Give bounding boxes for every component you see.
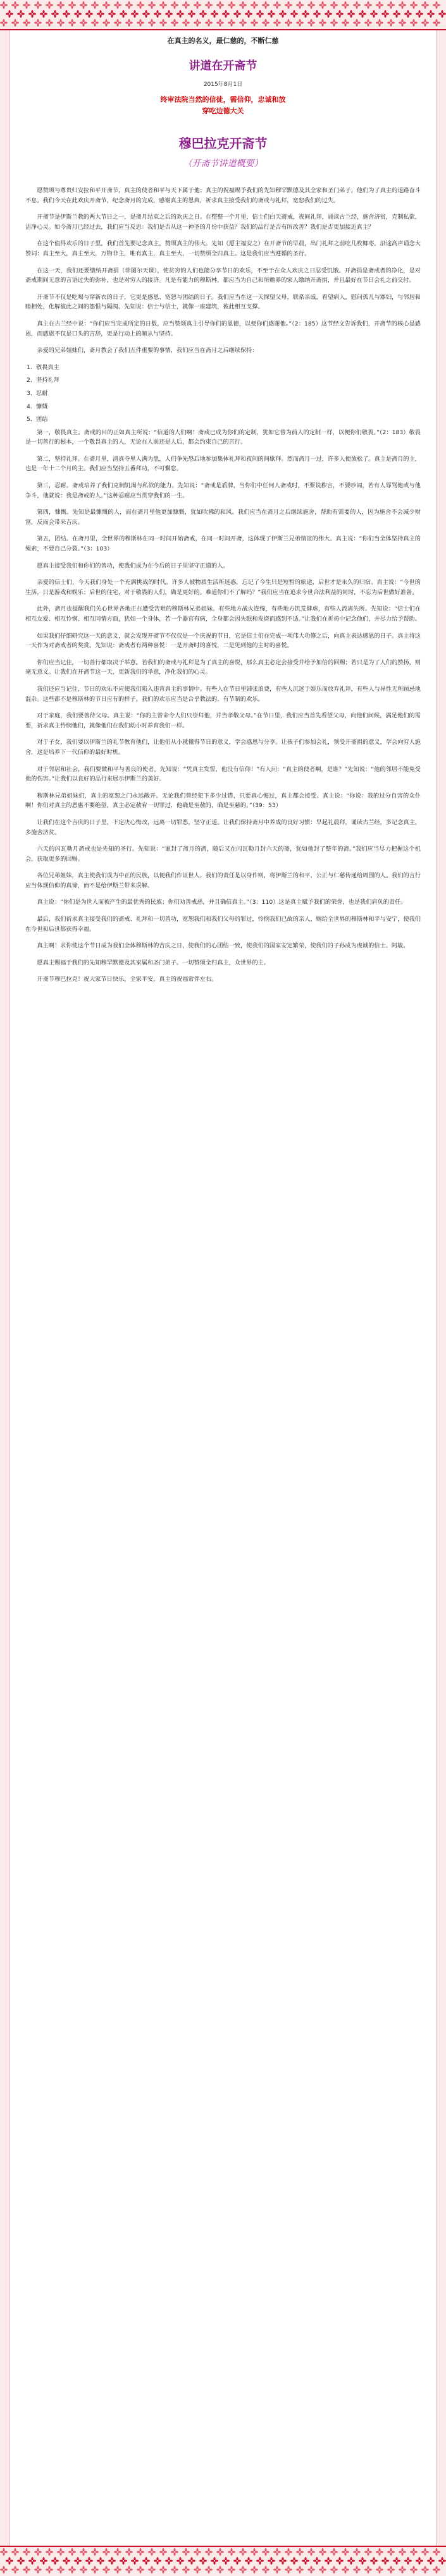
article-paragraph: 开斋节是伊斯兰教的两大节日之一，是斋月结束之后的欢庆之日。在整整一个月里，信士们白天斋戒，夜间礼拜，诵读古兰经，施舍济贫，克制私欲，洁净心灵。如今斋月已经过去，我们应当反思：我们是否从这一神圣的月份中获益？我们的品行是否有所改善？我们是否更加接近真主？ (25, 214, 421, 231)
list-item: 4．慷慨 (27, 403, 48, 410)
decorative-top-border (0, 0, 446, 30)
decorative-bottom-border (0, 2546, 446, 2576)
article-title: 穆巴拉克开斋节 (178, 136, 268, 151)
article-paragraph: 第二，坚持礼拜。在斋月里，清真寺里人满为患，人们争先恐后地参加集体礼拜和夜间的间歇拜。然而斋月一过，许多人便放松了。真主是斋月的主，也是一年十二个月的主。我们应当坚持五番拜功，不可懈怠。 (25, 455, 421, 473)
article-paragraph: 愿真主接受我们和你们的善功，使我们成为在今后的日子里坚守正道的人。 (37, 562, 229, 569)
article-paragraph: 我们还应当记住，节日的欢乐不应使我们陷入违背真主的事情中。有些人在节日里铺张浪费，有些人沉迷于娱乐而放弃礼拜，有些人与异性无所顾忌地混杂。这些都不是穆斯林的节日应有的样子。我们的欢乐应当是合乎教法的、有节制的欢乐。 (25, 685, 421, 703)
article-paragraph: 对于家庭，我们要善待父母。真主说：“你的主曾命令人们只崇拜他，并当孝敬父母。”在节日里，我们应当首先看望父母，向他们问候，满足他们的需要，祈求真主怜悯他们，就像他们在我们幼小时养育我们一样。 (25, 712, 421, 729)
article-paragraph: 在这个值得欢乐的日子里，我们首先要记念真主，赞颂真主的伟大。先知（愿主福安之）在开斋节的早晨，出门礼拜之前吃几枚椰枣，沿途高声诵念大赞词：真主至大，真主至大，万物非主，唯有真主，真主至大，一切赞颂全归真主。这是我们应当遵循的圣行。 (25, 240, 421, 257)
motto-line (25, 35, 421, 46)
list-item: 5．团结 (27, 416, 48, 423)
article-paragraph: 在这一天，我们还要缴纳开斋捐（菲图尔天课），使贫穷的人们也能分享节日的欢乐，不至于在众人欢庆之日忍受饥饿。开斋捐是斋戒者的净化，是对斋戒期间无意的言语过失的弥补，也是对穷人的接济。凡是有能力的穆斯林，都应当为自己和所赡养的家人缴纳开斋捐，并且最好在节日会礼之前交付。 (25, 267, 421, 284)
floral-border-pattern (0, 2547, 446, 2576)
article-paragraph: 各位兄弟姐妹，真主使我们成为中正的民族，以便我们作证世人。我们的责任是以身作则，将伊斯兰的和平、公正与仁慈传递给周围的人。我们的言行应当体现信仰的真谛，而不是给伊斯兰带来误解。 (25, 872, 421, 889)
article-paragraph: 第一，敬畏真主。斋戒的目的正如真主所说：“信道的人们啊！斋戒已成为你们的定制，犹如它曾为前人的定制一样，以便你们敬畏。”（2：183）敬畏是一切善行的根本，一个敬畏真主的人，无论在人前还是人后，都会约束自己的言行。 (25, 428, 421, 446)
article-paragraph: 亲爱的信士们，今天我们身处一个充满挑战的时代。许多人被物质生活所迷惑，忘记了今生只是短暂的旅途，后世才是永久的归宿。真主说：“今世的生活，只是游戏和娱乐；后世的住宅，对于敬畏的人们，确是更好的。难道你们不了解吗？”我们应当在追求今世合法利益的同时，不忘为后世做好准备。 (25, 579, 421, 596)
article-paragraph: 愿赞颂与尊贵归安拉和平开斋节，真主的使者和平与天下属于他；真主的祝福赐予我们的先知穆罕默德及其全家和圣门弟子，他们为了真主的道路奋斗不息。我们今天在此欢庆开斋节，纪念斋月的完成，感谢真主的恩典，祈求真主接受我们的斋戒与礼拜，宽恕我们的过失。 (25, 187, 421, 204)
list-item: 2．坚持礼拜 (27, 377, 59, 384)
list-item: 1．敬畏真主 (27, 363, 59, 371)
article-paragraph: 第五，团结。在斋月里，全世界的穆斯林在同一时间开始斋戒，在同一时间开斋，这体现了伊斯兰兄弟情谊的伟大。真主说：“你们当全体坚持真主的绳索，不要自己分裂。”（3：103） (25, 535, 421, 553)
motto-text: 在真主的名义，最仁慈的，不断仁慈 (167, 37, 279, 45)
article-paragraph: 对于子女，我们要以伊斯兰的礼节教育他们，让他们从小就懂得节日的意义，学会感恩与分享。让孩子们参加会礼，领受开斋捐的意义，学会向穷人施舍，这是培养下一代信仰的最好时机。 (25, 739, 421, 756)
article-paragraph: 你们应当记住，一切善行都取决于举意。若我们的斋戒与礼拜是为了真主的喜悦，那么真主必定会接受并给予加倍的回赐；若只是为了人们的赞扬，则毫无意义。让我们在开斋节这一天，更新我们的举意，净化我们的心灵。 (25, 659, 421, 676)
article-subtitle: （开斋节讲道概要） (183, 159, 263, 169)
slogan-line-2: 穿吃边德大关 (202, 107, 244, 115)
slogan-line-1: 终审法院当然的信徒，需信仰，忠诚和放 (160, 95, 286, 104)
page-content (25, 32, 421, 2541)
article-paragraph: 愿真主赐福于我们的先知穆罕默德及其家属和圣门弟子。一切赞颂全归真主，众世界的主。 (37, 959, 269, 966)
article-paragraph: 第三，忍耐。斋戒培养了我们克制饥渴与私欲的能力。先知说：“斋戒是盾牌，当你们中任何人斋戒时，不要说秽言，不要吵闹，若有人辱骂他或与他争斗，他就说：我是斋戒的人。”这种忍耐应当贯穿我们的一生。 (25, 482, 421, 499)
article-paragraph: 开斋节不仅是吃喝与穿新衣的日子，它更是感恩、宽恕与团结的日子。我们应当在这一天探望父母，联系亲戚，看望病人，慰问孤儿与寡妇，与邻居和睦相处，化解彼此之间的怨恨与隔阂。先知说：信士与信士，就像一座建筑，彼此相互支撑。 (25, 293, 421, 311)
article-paragraph: 亲爱的兄弟姐妹们，斋月教会了我们五件重要的事情，我们应当在斋月之后继续保持： (37, 347, 258, 355)
article-paragraph: 如果我们仔细研究这一天的意义，就会发现开斋节不仅仅是一个庆祝的节日，它是信士们在完成一项伟大功修之后，向真主表达感恩的日子。真主将这一天作为对斋戒者的奖赏。先知说：斋戒者有两种喜悦：一是开斋时的喜悦，二是见到他的主时的喜悦。 (25, 632, 421, 650)
article-paragraph: 穆斯林兄弟姐妹们，真主的宽恕之门永远敞开。无论我们曾经犯下多少过错，只要真心悔过，真主都会接受。真主说：“你说：我的过分自害的众仆啊！你们对真主的恩惠不要绝望，真主必定赦宥一切罪过，他确是至赦的，确是至慈的。”（39：53） (25, 792, 421, 810)
article-paragraph: 真主在古兰经中说：“你们应当完成所定的日数，应当赞颂真主引导你们的恩德，以便你们感谢他。”（2：185）这节经文告诉我们，开斋节的核心是感恩，而感恩不仅是口头的言辞，更是行动上的顺从与坚持。 (25, 320, 421, 337)
article-paragraph: 对于邻居和社会，我们要做和平与善良的使者。先知说：“凭真主发誓，他没有信仰！”有人问：“真主的使者啊，是谁？”先知说：“他的邻居不能免受他的伤害。”让我们以良好的品行来展示伊斯兰的美好。 (25, 765, 421, 783)
date-line: 2015年8月1日 (203, 82, 243, 88)
article-paragraph: 真主啊！求你使这个节日成为我们全体穆斯林的吉庆之日，使我们的心团结一致，使我们的国家安定繁荣，使我们的子孙成为虔诚的信士。阿敏。 (37, 942, 409, 950)
article-paragraph: 最后，我们祈求真主接受我们的斋戒、礼拜和一切善功，宽恕我们和我们父母的罪过，怜悯我们已故的亲人，赐给全世界的穆斯林和平与安宁，使我们在今世和后世都获得幸福。 (25, 916, 421, 933)
article-paragraph: 开斋节穆巴拉克！祝大家节日快乐，全家平安，真主的祝福常伴左右。 (37, 976, 218, 983)
article-body (25, 186, 421, 985)
article-paragraph: 六天的闪瓦勒月斋戒也是先知的圣行。先知说：“谁封了斋月的斋，随后又在闪瓦勒月封六天的斋，犹如他封了整年的斋。”我们应当尽力把握这个机会，获取更多的回赐。 (25, 846, 421, 863)
site-title: 讲道在开斋节 (189, 59, 257, 73)
article-paragraph: 第四，慷慨。先知是最慷慨的人，而在斋月里他更加慷慨，犹如吹拂的和风。我们应当在斋月之后继续施舍，帮助有需要的人，因为施舍不会减少财富，反而会带来吉庆。 (25, 509, 421, 526)
article-paragraph: 让我们在这个吉庆的日子里，下定决心悔改，远离一切罪恶，坚守正道。让我们保持斋月中养成的良好习惯：早起礼晨拜，诵读古兰经，多记念真主，多施舍济贫。 (25, 818, 421, 836)
floral-border-pattern (0, 0, 446, 29)
article-paragraph: 此外，斋月也提醒我们关心世界各地正在遭受苦难的穆斯林兄弟姐妹。有些地方战火连绵，有些地方饥荒肆虐，有些人流离失所。先知说：“信士们在相互友爱、相互怜悯、相互同情方面，犹如一个身体，若一个器官有病，全身都会因失眠和发烧而感到不适。”让我们在祈祷中记念他们，并尽力给予帮助。 (25, 605, 421, 623)
right-border (437, 30, 446, 2546)
article-paragraph: 真主说：“你们是为世人而被产生的最优秀的民族；你们劝善戒恶，并且确信真主。”（3：110）这是真主赋予我们的荣誉，也是我们肩负的责任。 (37, 899, 407, 906)
left-border (0, 30, 9, 2546)
list-item: 3．忍耐 (27, 389, 48, 397)
